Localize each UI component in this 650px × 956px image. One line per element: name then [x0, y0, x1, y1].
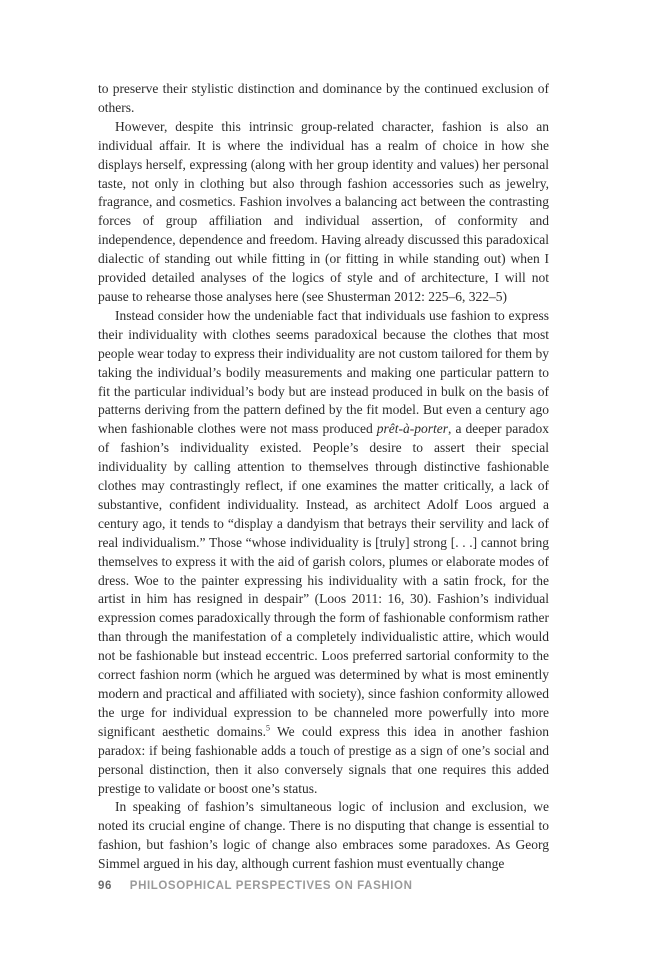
- paragraph: [98, 118, 549, 307]
- running-head: PHILOSOPHICAL PERSPECTIVES ON FASHION: [129, 880, 413, 892]
- footnote-marker: 5: [265, 723, 270, 733]
- page-number: 96: [98, 880, 112, 892]
- paragraph-text: However, despite this intrinsic group-related character, fashion is also an individual affair. It is where the individual has a realm of choice in how she displays herself, expressing (along with her group identity and values) her personal taste, not only in clothing but also through fashion accessories such as jewelry, fragrance, and cosmetics. Fashion involves a balancing act between the contrasting forces of group affiliation and individual assertion, of conformity and independence, dependence and freedom. Having already discussed this paradoxical dialectic of standing out while fitting in (or fitting in while standing out) when I provided detailed analyses of the logics of style and of architecture, I will not pause to rehearse those analyses here (see Shusterman 2012: 225–6, 322–5): [98, 118, 549, 304]
- paragraph: [98, 80, 549, 118]
- page-footer: [98, 880, 413, 892]
- paragraph: [98, 798, 549, 874]
- paragraph-text: We could express this idea in another fashion paradox: if being fashionable adds a touch of prestige as a sign of one’s social and personal distinction, then it also conversely signals that one requires this added prestige to validate or boost one’s status.: [98, 723, 549, 796]
- paragraph-text: to preserve their stylistic distinction and dominance by the continued exclusion of others.: [98, 81, 549, 115]
- paragraph-text: Instead consider how the undeniable fact that individuals use fashion to express their individuality with clothes seems paradoxical because the clothes that most people wear today to express their individuality are not custom tailored for them by taking the individual’s bodily measurements and making one particular pattern to fit the particular individual’s body but are instead produced in bulk on the basis of patterns deriving from the pattern defined by the fit model. But even a century ago when fashionable clothes were not mass produced: [98, 307, 549, 437]
- body-text: [98, 80, 549, 874]
- paragraph-text: In speaking of fashion’s simultaneous logic of inclusion and exclusion, we noted its crucial engine of change. There is no disputing that change is essential to fashion, but fashion’s logic of change also embraces some paradoxes. As Georg Simmel argued in his day, although current fashion must eventually change: [98, 799, 549, 872]
- italic-term: prêt-à-porter: [376, 421, 449, 437]
- paragraph-text: , a deeper paradox of fashion’s individuality existed. People’s desire to assert their special individuality by calling attention to themselves through distinctive fashionable clothes may contrastingly reflect, if one examines the matter critically, a lack of substantive, confident individuality. Instead, as architect Adolf Loos argued a century ago, it tends to “display a dandyism that betrays their servility and lack of real individualism.” Those “whose individuality is [truly] strong [. . .] cannot bring themselves to express it with the aid of garish colors, plumes or elaborate modes of dress. Woe to the painter expressing his individuality with a satin frock, for the artist in him has resigned in despair” (Loos 2011: 16, 30). Fashion’s individual expression comes paradoxically through the form of fashionable conformism rather than through the manifestation of a completely individualistic attire, which would not be fashionable but instead eccentric. Loos preferred sartorial conformity to the correct fashion norm (which he argued was determined by what is most eminently modern and practical and affiliated with society), since fashion conformity allowed the urge for individual expression to be channeled more powerfully into more significant aesthetic domains.: [98, 421, 549, 739]
- paragraph: [98, 307, 549, 799]
